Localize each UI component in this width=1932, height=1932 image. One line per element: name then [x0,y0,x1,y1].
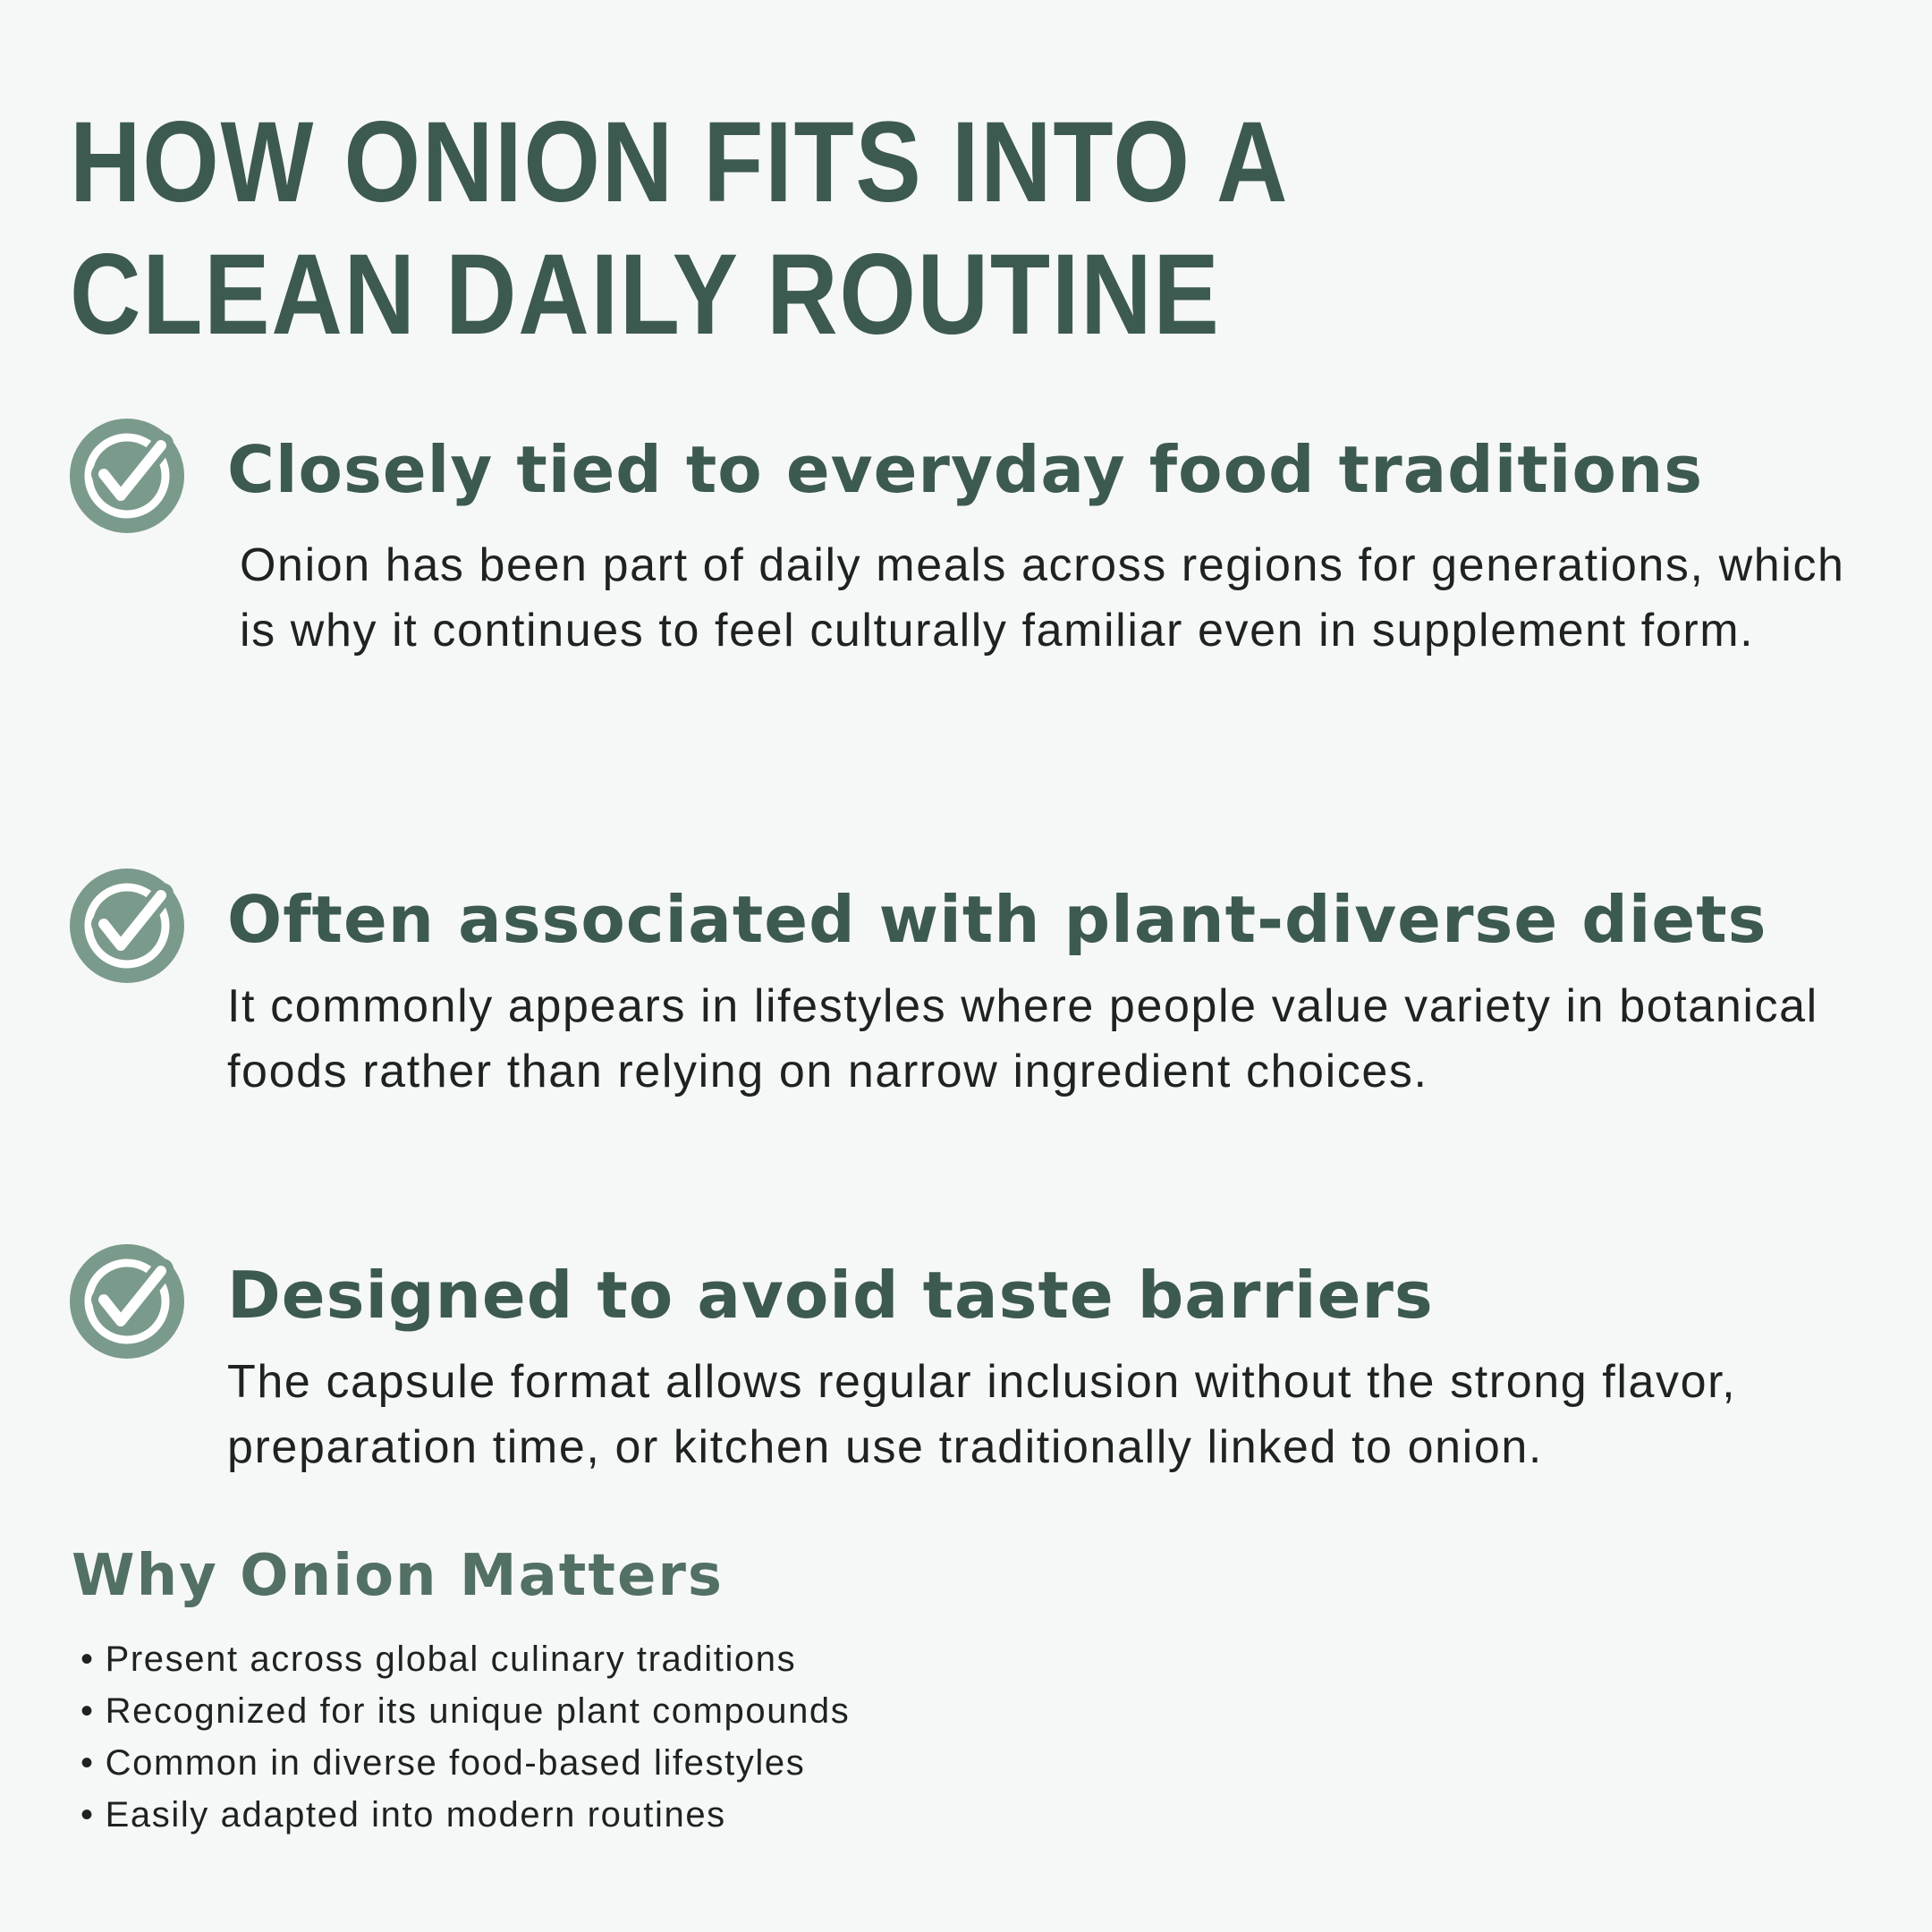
list-item [80,1789,850,1841]
feature-description: Onion has been part of daily meals across regions for generations, which is why it continues to feel culturally familiar even in supplement form. [240,539,1845,657]
feature-heading: Often associated with plant-diverse diets [227,882,1767,957]
feature-description: It commonly appears in lifestyles where people value variety in botanical foods rather than relying on narrow ingredient choices. [227,980,1818,1097]
list-item-text: Easily adapted into modern routines [105,1795,726,1835]
list-item-text: Common in diverse food-based lifestyles [105,1743,806,1783]
list-item [80,1737,850,1789]
check-circle-icon [70,419,184,533]
bullet-icon: • [80,1743,95,1783]
list-item [80,1685,850,1737]
feature-heading: Designed to avoid taste barriers [227,1258,1434,1333]
feature-heading: Closely tied to everyday food traditions [227,432,1704,507]
check-circle-icon [70,1244,184,1359]
check-circle-icon [70,869,184,983]
why-onion-matters-list [80,1633,850,1841]
why-onion-matters-heading: Why Onion Matters [72,1543,724,1609]
list-item-text: Recognized for its unique plant compounds [105,1691,851,1731]
list-item [80,1633,850,1685]
bullet-icon: • [80,1795,95,1835]
list-item-text: Present across global culinary traditions [105,1640,797,1679]
bullet-icon: • [80,1691,95,1731]
page-title: HOW ONION FITS INTO A CLEAN DAILY ROUTINE [70,98,1286,359]
feature-description: The capsule format allows regular inclusion without the strong flavor, preparation time, or kitchen use traditionally linked to onion. [227,1356,1737,1473]
bullet-icon: • [80,1640,95,1679]
